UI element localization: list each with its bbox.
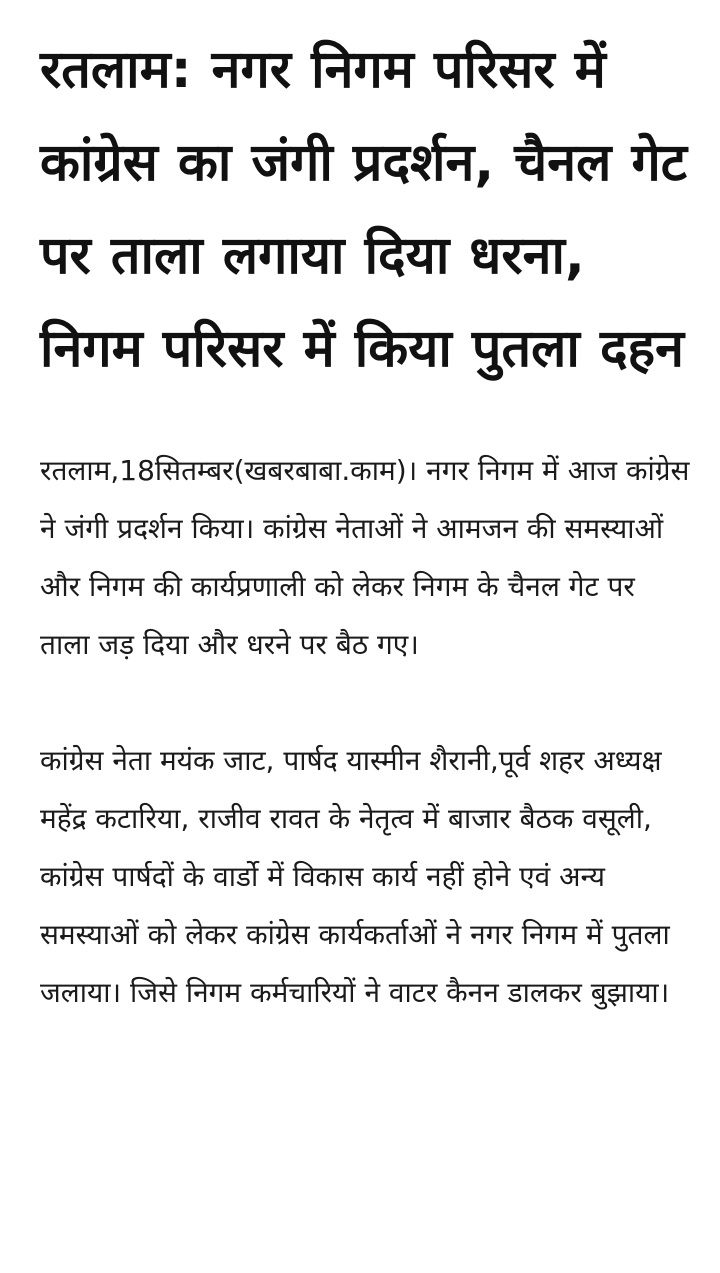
article (40, 24, 690, 1022)
article-headline: रतलाम: नगर निगम परिसर में कांग्रेस का जंगी प्रदर्शन, चैनल गेट पर ताला लगाया दिया धरना, निगम परिसर में किया पुतला दहन (40, 40, 687, 379)
article-paragraph: कांग्रेस नेता मयंक जाट, पार्षद यास्मीन शैरानी,पूर्व शहर अध्यक्ष महेंद्र कटारिया, राजीव रावत के नेतृत्व में बाजार बैठक वसूली, कांग्रेस पार्षदों के वार्डो में विकास कार्य नहीं होने एवं अन्य समस्याओं को लेकर कांग्रेस कार्यकर्ताओं ने नगर निगम में पुतला जलाया। जिसे निगम कर्मचारियों ने वाटर कैनन डालकर बुझाया। (40, 744, 670, 1009)
article-paragraph: रतलाम,18सितम्बर(खबरबाबा.काम)। नगर निगम में आज कांग्रेस ने जंगी प्रदर्शन किया। कांग्रेस नेताओं ने आमजन की समस्याओं और निगम की कार्यप्रणाली को लेकर निगम के चैनल गेट पर ताला जड़ दिया और धरने पर बैठ गए। (40, 454, 690, 661)
article-body (40, 442, 690, 1022)
